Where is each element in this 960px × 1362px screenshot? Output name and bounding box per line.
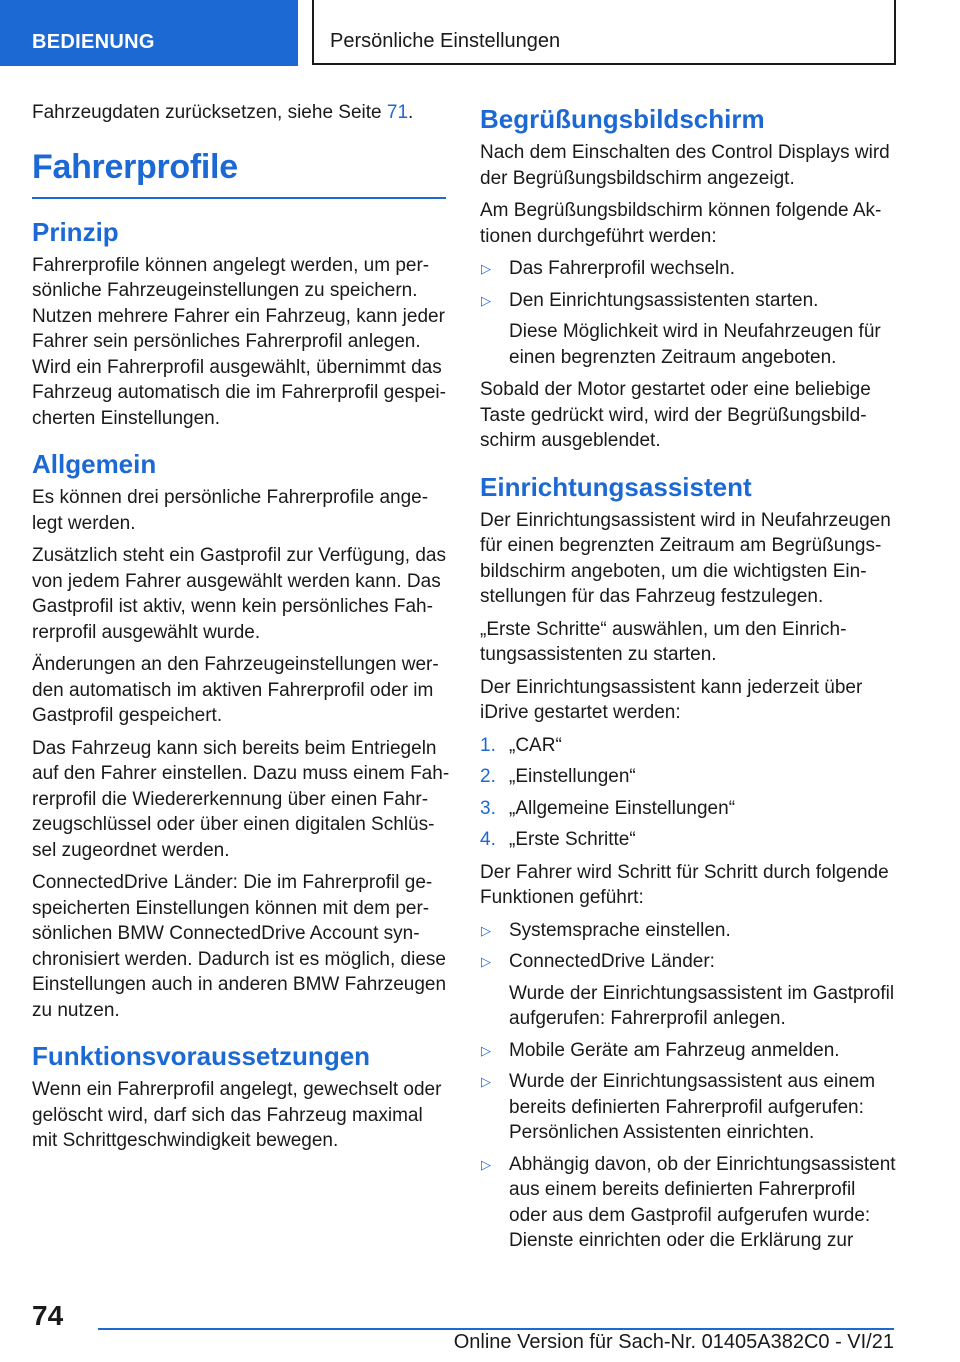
footer-version: Online Version für Sach-Nr. 01405A382C0 - VI/21 bbox=[453, 1331, 894, 1353]
footer-divider bbox=[98, 1328, 894, 1330]
list-item bbox=[480, 949, 898, 1032]
list-item-text: Abhängig davon, ob der Einrichtungsassistent aus einem bereits definierten Fahrerprofil oder aus dem Gastprofil aufgerufen wurde: Dienste einrichten oder die Erklärung zur bbox=[509, 1153, 896, 1251]
heading-prinzip: Prinzip bbox=[32, 216, 119, 247]
step-text: „Erste Schritte“ bbox=[509, 829, 636, 850]
paragraph: Zusätzlich steht ein Gastprofil zur Verfügung, das von jedem Fahrer ausgewählt werden kann. Das Gastprofil ist aktiv, wenn kein persönliches Fahrerprofil ausgewählt wurde. bbox=[32, 545, 446, 643]
step-item bbox=[480, 796, 898, 822]
list-item bbox=[480, 256, 898, 282]
paragraph: Fahrerprofile können angelegt werden, um persönliche Fahrzeugeinstellungen zu speichern. Nutzen mehrere Fahrer ein Fahrzeug, kann jeder Fahrer sein persönliches Fahrerprofil anlegen. Wird ein Fahrerprofil ausgewählt, übernimmt das Fahrzeug automatisch die im Fahrerprofil gespeicherten Einstellungen. bbox=[32, 254, 446, 429]
list-item bbox=[480, 1038, 898, 1064]
list-item bbox=[480, 288, 898, 371]
list-item bbox=[480, 918, 898, 944]
step-number: 2. bbox=[480, 766, 496, 787]
step-number: 3. bbox=[480, 797, 496, 819]
intro-paragraph bbox=[32, 100, 450, 126]
right-column bbox=[480, 100, 898, 1261]
paragraph: ConnectedDrive Länder: Die im Fahrerprofil gespeicherten Einstellungen können mit dem persönlichen BMW ConnectedDrive Account synchronisiert werden. Dadurch ist es möglich, diese Einstellungen auch in anderen BMW Fahrzeugen zu nutzen. bbox=[32, 872, 447, 1021]
step-item bbox=[480, 827, 898, 853]
heading-einrichtungsassistent: Einrichtungsassistent bbox=[480, 471, 752, 502]
triangle-bullet-icon: ▷ bbox=[481, 292, 491, 308]
list-item-text: Den Einrichtungsassistenten starten. bbox=[509, 289, 819, 311]
list-item-text: Das Fahrerprofil wechseln. bbox=[509, 258, 735, 279]
heading-begruessungsbildschirm: Begrüßungsbildschirm bbox=[480, 104, 765, 134]
list-item-text: Mobile Geräte am Fahrzeug anmelden. bbox=[509, 1039, 840, 1061]
paragraph: Der Einrichtungsassistent kann jederzeit über iDrive gestartet werden: bbox=[480, 676, 863, 723]
bullet-list bbox=[480, 256, 898, 370]
list-item bbox=[480, 1152, 898, 1254]
step-item bbox=[480, 733, 898, 759]
list-item-text: ConnectedDrive Länder: bbox=[509, 951, 715, 972]
paragraph: Der Fahrer wird Schritt für Schritt durch folgende Funktionen geführt: bbox=[480, 861, 889, 908]
page-header bbox=[0, 0, 960, 66]
list-item-note: Diese Möglichkeit wird in Neufahrzeugen für einen begrenzten Zeitraum angeboten. bbox=[509, 321, 881, 368]
step-text: „Einstellungen“ bbox=[509, 766, 636, 787]
paragraph: Es können drei persönliche Fahrerprofile angelegt werden. bbox=[32, 487, 429, 534]
triangle-bullet-icon: ▷ bbox=[481, 954, 491, 969]
bullet-list bbox=[480, 918, 898, 1254]
paragraph: Das Fahrzeug kann sich bereits beim Entriegeln auf den Fahrer einstellen. Dazu muss einem Fahrerprofil die Wiedererkennung über einen Fahrzeugschlüssel oder über einen digitalen Schlüssel zugeordnet werden. bbox=[32, 737, 450, 861]
step-number: 4. bbox=[480, 829, 496, 850]
paragraph: „Erste Schritte“ auswählen, um den Einrichtungsassistenten zu starten. bbox=[480, 618, 847, 665]
paragraph: Der Einrichtungsassistent wird in Neufahrzeugen für einen begrenzten Zeitraum am Begrüßungsbildschirm angeboten, um die wichtigsten Einstellungen für das Fahrzeug festzulegen. bbox=[480, 509, 891, 607]
paragraph: Wenn ein Fahrerprofil angelegt, gewechselt oder gelöscht wird, darf sich das Fahrzeug maximal mit Schrittgeschwindigkeit bewegen. bbox=[32, 1079, 442, 1151]
triangle-bullet-icon: ▷ bbox=[481, 261, 491, 276]
intro-text: Fahrzeugdaten zurücksetzen, siehe Seite bbox=[32, 102, 382, 123]
triangle-bullet-icon: ▷ bbox=[481, 1042, 491, 1058]
chapter-heading: Fahrerprofile bbox=[32, 148, 446, 199]
step-list bbox=[480, 733, 898, 853]
triangle-bullet-icon: ▷ bbox=[481, 922, 491, 938]
chapter-title: Persönliche Einstellungen bbox=[312, 0, 896, 65]
paragraph: Nach dem Einschalten des Control Displays wird der Begrüßungsbildschirm angezeigt. bbox=[480, 142, 890, 189]
paragraph: Sobald der Motor gestartet oder eine beliebige Taste gedrückt wird, wird der Begrüßungsbildschirm ausgeblendet. bbox=[480, 379, 871, 451]
page-link[interactable]: 71 bbox=[386, 102, 409, 123]
step-number: 1. bbox=[480, 734, 496, 756]
list-item-text: Wurde der Einrichtungsassistent aus einem bereits definierten Fahrerprofil aufgerufen: Persönlichen Assistenten einrichten. bbox=[509, 1071, 876, 1143]
step-text: „Allgemeine Einstellungen“ bbox=[509, 797, 736, 819]
left-column bbox=[32, 100, 450, 1161]
section-tab: BEDIENUNG bbox=[0, 0, 298, 66]
list-item-note: Wurde der Einrichtungsassistent im Gastprofil aufgerufen: Fahrerprofil anlegen. bbox=[509, 982, 895, 1029]
page-number: 74 bbox=[32, 1300, 64, 1331]
paragraph: Am Begrüßungsbildschirm können folgende Aktionen durchgeführt werden: bbox=[480, 200, 882, 247]
list-item bbox=[480, 1069, 898, 1146]
list-item-text: Systemsprache einstellen. bbox=[509, 919, 731, 941]
step-text: „CAR“ bbox=[509, 734, 562, 756]
intro-end: . bbox=[408, 102, 414, 123]
heading-funktionsvoraussetzungen: Funktionsvoraussetzungen bbox=[32, 1041, 371, 1071]
triangle-bullet-icon: ▷ bbox=[481, 1074, 491, 1089]
step-item bbox=[480, 764, 898, 790]
paragraph: Änderungen an den Fahrzeugeinstellungen werden automatisch im aktiven Fahrerprofil oder im Gastprofil gespeichert. bbox=[32, 654, 439, 726]
heading-allgemein: Allgemein bbox=[32, 449, 157, 479]
triangle-bullet-icon: ▷ bbox=[481, 1156, 491, 1172]
